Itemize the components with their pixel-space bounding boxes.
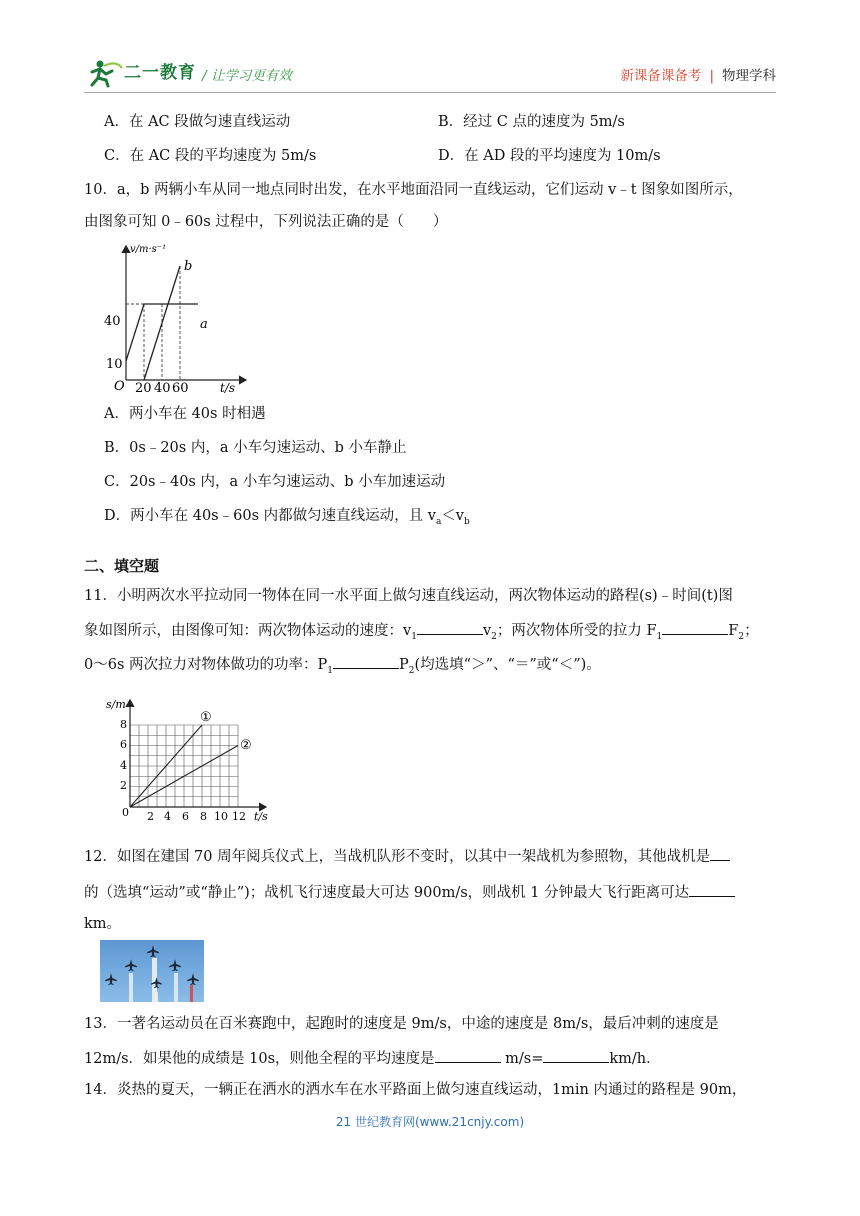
q11-stem-line2: 象如图所示，由图像可知：两次物体运动的速度：$v_1$ $v_2$；两次物体所受的拉力 $F_1$ $F_2$； <box>84 620 759 647</box>
logo-text: 二一教育 <box>124 63 196 83</box>
header-right <box>620 64 776 84</box>
vt-xtick-60: 60 <box>172 381 189 396</box>
q10-option-d: D．两小车在 40s﹣60s 内都做匀速直线运动，且 $v_a<v_b$ <box>104 508 470 527</box>
jets-photo <box>100 940 204 1002</box>
vt-series-label-a: a <box>200 317 208 332</box>
page-footer: 21 世纪教育网(www.21cnjy.com) <box>335 1115 525 1129</box>
q12-stem-line1: 12．如图在建国 70 周年阅兵仪式上，当战机队形不变时，以其中一架战机为参照物，其他战机是 <box>84 846 730 867</box>
answer-blank[interactable] <box>543 1048 609 1063</box>
q13-stem-line2: 12m/s．如果他的成绩是 10s，则他全程的平均速度是 m/s= km/h． <box>84 1048 661 1069</box>
st-graph <box>104 694 284 826</box>
q9-option-c: C．在 AC 段的平均速度为 5m/s <box>104 148 317 164</box>
vt-graph <box>104 240 254 396</box>
vt-ylabel: v/m·s⁻¹ <box>130 244 167 255</box>
q11-stem-line3: 0～6s 两次拉力对物体做功的功率：$P_1$ $P_2$(均选填“＞”、“＝”或“＜”)。 <box>84 654 601 681</box>
vt-series <box>126 266 198 380</box>
st-xlabel: t/s <box>254 810 268 823</box>
vt-xlabel: t/s <box>220 381 236 395</box>
vt-line-b <box>144 266 180 380</box>
vt-xtick-20: 20 <box>135 381 152 396</box>
q9-option-d: D．在 AD 段的平均速度为 10m/s <box>438 148 661 164</box>
vt-guides <box>126 266 180 380</box>
st-series-label-1: ① <box>200 710 212 725</box>
q10-stem-line1: 10．a，b 两辆小车从同一地点同时出发，在水平地面沿同一直线运动，它们运动 v﹣t 图象如图所示， <box>84 182 743 198</box>
page-header <box>84 52 776 92</box>
st-xtick-2: 2 <box>147 810 154 823</box>
slogan: / 让学习更有效 <box>202 68 292 84</box>
answer-blank[interactable] <box>710 846 730 861</box>
q12-stem-line2: 的（选填“运动”或“静止”)；战机飞行速度最大可达 900m/s，则战机 1 分钟最大飞行距离可达 <box>84 882 735 903</box>
answer-blank[interactable] <box>417 620 483 635</box>
answer-blank[interactable] <box>435 1048 501 1063</box>
q10-stem-line2: 由图象可知 0﹣60s 过程中，下列说法正确的是（ ） <box>84 214 448 230</box>
q9-option-a: A．在 AC 段做匀速直线运动 <box>104 114 291 130</box>
q11-stem-line1: 11．小明两次水平拉动同一物体在同一水平面上做匀速直线运动，两次物体运动的路程(s)﹣时间(t)图 <box>84 588 733 604</box>
st-grid <box>130 725 238 807</box>
q14-stem-line1: 14．炎热的夏天，一辆正在洒水的洒水车在水平路面上做匀速直线运动，1min 内通过的路程是 90m， <box>84 1082 747 1098</box>
q9-option-b: B．经过 C 点的速度为 5m/s <box>438 114 625 130</box>
st-xtick-12: 12 <box>232 810 246 823</box>
section-title: 二、填空题 <box>84 557 160 575</box>
answer-blank[interactable] <box>333 654 399 669</box>
vt-origin: O <box>114 379 125 394</box>
answer-blank[interactable] <box>662 620 728 635</box>
vt-ytick-10: 10 <box>106 357 123 372</box>
vt-series-label-b: b <box>184 259 193 274</box>
q12-stem-line3: km。 <box>84 916 122 932</box>
st-series-label-2: ② <box>240 738 252 753</box>
st-ytick-4: 4 <box>120 759 127 772</box>
q13-stem-line1: 13．一著名运动员在百米赛跑中，起跑时的速度是 9m/s，中途的速度是 8m/s，最后冲刺的速度是 <box>84 1016 719 1032</box>
q10-option-b: B．0s﹣20s 内，a 小车匀速运动、b 小车静止 <box>104 440 407 456</box>
header-course: 新课备课备考 <box>620 68 702 84</box>
vt-xtick-40: 40 <box>154 381 171 396</box>
header-rule <box>84 92 776 93</box>
q10-option-c: C．20s﹣40s 内，a 小车匀速运动、b 小车加速运动 <box>104 474 446 490</box>
st-xtick-6: 6 <box>182 810 189 823</box>
st-ytick-0: 0 <box>122 806 129 819</box>
st-xtick-4: 4 <box>164 810 171 823</box>
answer-blank[interactable] <box>689 882 735 897</box>
header-separator: | <box>709 68 714 84</box>
st-ytick-2: 2 <box>120 779 127 792</box>
st-ylabel: s/m <box>106 698 126 711</box>
header-subject: 物理学科 <box>722 68 776 84</box>
st-ytick-6: 6 <box>120 738 127 751</box>
st-ytick-8: 8 <box>120 718 127 731</box>
vt-ytick-40: 40 <box>104 314 121 329</box>
q10-option-a: A．两小车在 40s 时相遇 <box>104 406 266 422</box>
st-xtick-8: 8 <box>200 810 207 823</box>
st-xtick-10: 10 <box>214 810 228 823</box>
